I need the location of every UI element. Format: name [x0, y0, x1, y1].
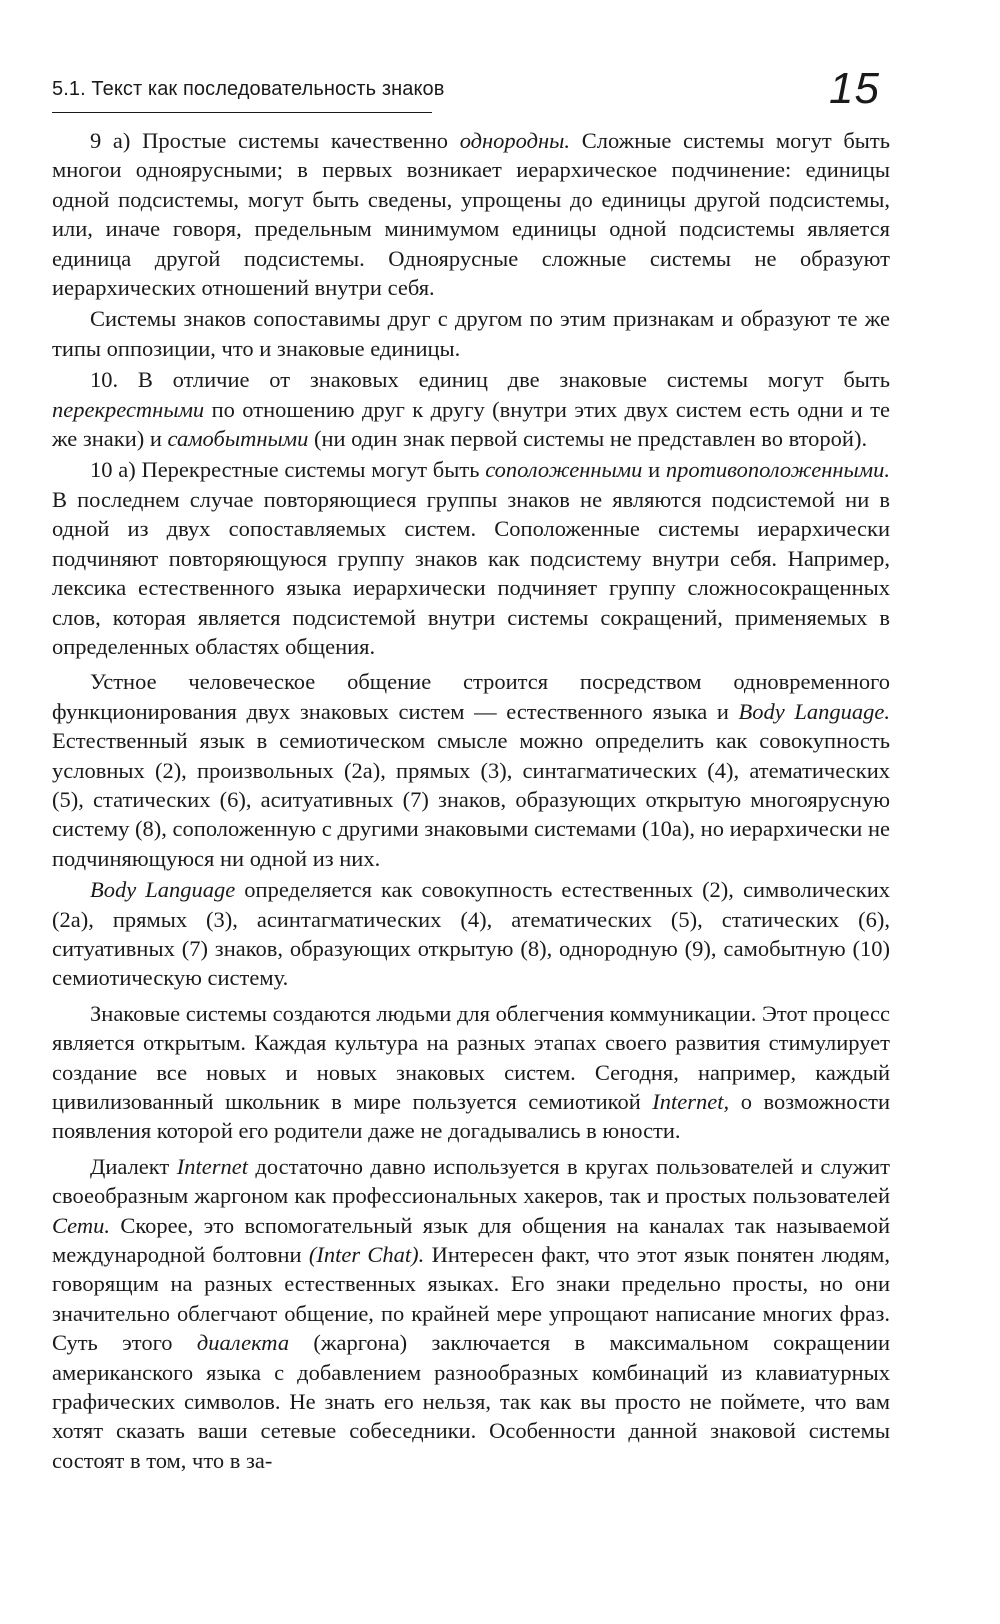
text-run: 10 а) Перекрестные системы могут быть: [90, 457, 486, 483]
body-text: [52, 126, 890, 1475]
italic-text-run: Internet: [176, 1153, 248, 1179]
italic-text-run: перекрестными: [52, 396, 205, 422]
italic-text-run: самобытными: [167, 426, 309, 452]
paragraph: [52, 999, 890, 1146]
italic-text-run: Internet,: [652, 1089, 730, 1114]
paragraph: [52, 1152, 890, 1475]
running-head: [52, 64, 890, 120]
text-run: (ни один знак первой системы не представлен во второй).: [308, 426, 868, 452]
italic-text-run: Body Language: [90, 877, 236, 903]
text-run: по отношению друг к другу (внутри этих двух систем есть одни и те же знаки) и: [52, 396, 890, 452]
text-run: Естественный язык в семиотическом смысле можно определить как совокупность условных (2), произвольных (2а), прямых (3), синтагматических (4), атематических (5), статических (6), аситуативных (7) знаков, образующих открытую многоярусную систему (8), соположенную с другими знаковыми системами (10а), но иерархически не подчиняющуюся ни одной из них.: [52, 728, 890, 871]
section-title: 5.1. Текст как последовательность знаков: [52, 78, 445, 100]
book-page: [52, 64, 891, 1475]
text-run: 10. В отличие от знаковых единиц две знаковые системы могут быть: [90, 367, 890, 393]
text-run: и: [642, 457, 666, 483]
text-run: достаточно давно используется в кругах пользователей и служит своеобразным жаргоном как профессиональных хакеров, так и простых пользователей: [52, 1153, 890, 1209]
text-run: В последнем случае повторяющиеся группы знаков не являются подсистемой ни в одной из двух сопоставляемых систем. Соположенные системы иерархически подчиняют повторяющуюся группу знаков как подсистему внутри себя. Например, лексика естественного языка иерархически подчиняет группу сложносокращенных слов, которая является подсистемой внутри системы сокращений, применяемых в определенных областях общения.: [52, 486, 890, 659]
italic-text-run: Сети.: [52, 1212, 110, 1238]
page-number: 15: [829, 64, 880, 113]
italic-text-run: диалекта: [196, 1330, 290, 1356]
italic-text-run: соположенными: [485, 457, 643, 483]
paragraph: [52, 667, 890, 873]
paragraph: [52, 875, 890, 993]
text-run: Сложные системы могут быть многои одноярусными; в первых возникает иерархическое подчинение: единицы одной подсистемы, могут быть сведены, упрощены до единицы другой подсистемы, или, иначе говоря, предельным минимумом единицы одной подсистемы является единица другой подсистемы. Одноярусные сложные системы не образуют иерархических отношений внутри себя.: [52, 128, 890, 301]
paragraph: [52, 126, 890, 302]
text-run: 9 а) Простые системы качественно: [90, 128, 460, 153]
italic-text-run: Body Language.: [738, 698, 890, 724]
paragraph: [52, 455, 890, 661]
header-rule: [52, 112, 432, 113]
text-run: Системы знаков сопоставимы друг с другом по этим признакам и образуют те же типы оппозиции, что и знаковые единицы.: [52, 306, 890, 361]
text-run: определяется как совокупность естественных (2), символических (2а), прямых (3), асинтагматических (4), атематических (5), статических (6), ситуативных (7) знаков, образующих открытую (8), однородную (9), самобытную (10) семиотическую систему.: [52, 877, 890, 991]
text-run: Скорее, это вспомогательный язык для общения на каналах так называемой международной болтовни: [52, 1212, 890, 1268]
paragraph: [52, 304, 890, 363]
text-run: (жаргона) заключается в максимальном сокращении американского языка с добавлением разнообразных комбинаций из клавиатурных графических символов. Не знать его нельзя, так как вы просто не поймете, что вам хотят сказать ваши сетевые собеседники. Особенности данной знаковой системы состоят в том, что в за-: [52, 1330, 890, 1473]
text-run: Интересен факт, что этот язык понятен людям, говорящим на разных естественных языках. Его знаки предельно просты, но они значительно облегчают общение, по крайней мере упрощают написание многих фраз. Суть этого: [52, 1242, 891, 1356]
italic-text-run: (Inter Chat).: [308, 1242, 425, 1268]
paragraph: [52, 365, 890, 453]
text-run: о возможности появления которой его родители даже не догадывались в юности.: [52, 1089, 890, 1144]
text-run: Знаковые системы создаются людьми для облегчения коммуникации. Этот процесс является открытым. Каждая культура на разных этапах своего развития стимулирует создание все новых и новых знаковых систем. Сегодня, например, каждый цивилизованный школьник в мире пользуется семиотикой: [52, 1000, 890, 1114]
italic-text-run: противоположенными.: [665, 457, 890, 483]
italic-text-run: однородны.: [459, 128, 571, 153]
text-run: Диалект: [90, 1153, 177, 1179]
text-run: Устное человеческое общение строится посредством одновременного функционирования двух знаковых систем — естественного языка и: [52, 669, 890, 724]
